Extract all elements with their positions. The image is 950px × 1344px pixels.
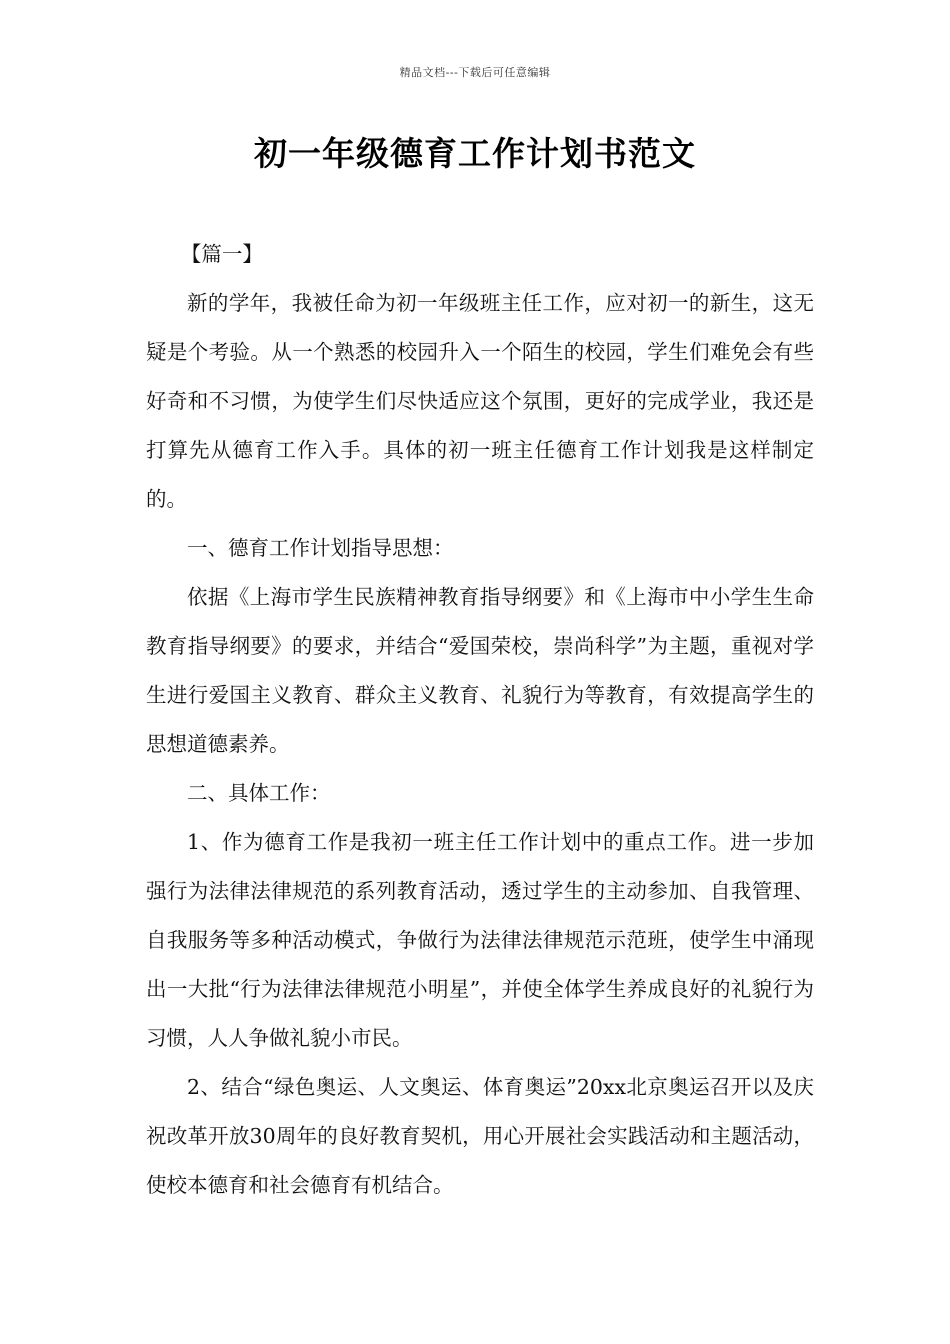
heading-specific-work: 二、具体工作： [187, 781, 331, 805]
document-title: 初一年级德育工作计划书范文 [254, 134, 696, 173]
intro-paragraph: 新的学年，我被任命为初一年级班主任工作，应对初一的新生，这无疑是个考验。从一个熟悉的校园升入一个陌生的校园，学生们难免会有些好奇和不习惯，为使学生们尽快适应这个氛围，更好的完成学业，我还是打算先从德育工作入手。具体的初一班主任德育工作计划我是这样制定的。 [146, 291, 814, 511]
work-item-1: 1、作为德育工作是我初一班主任工作计划中的重点工作。进一步加强行为法律法律规范的系列教育活动，透过学生的主动参加、自我管理、自我服务等多种活动模式，争做行为法律法律规范示范班，使学生中涌现出一大批“行为法律法律规范小明星”，并使全体学生养成良好的礼貌行为习惯，人人争做礼貌小市民。 [146, 830, 814, 1050]
guiding-ideology-paragraph: 依据《上海市学生民族精神教育指导纲要》和《上海市中小学生生命教育指导纲要》的要求，并结合“爱国荣校，崇尚科学”为主题，重视对学生进行爱国主义教育、群众主义教育、礼貌行为等教育，有效提高学生的思想道德素养。 [146, 585, 814, 756]
section-label-part-one: 【篇一】 [180, 242, 263, 266]
header-note: 精品文档---下载后可任意编辑 [399, 66, 551, 79]
heading-guiding-ideology: 一、德育工作计划指导思想： [187, 536, 454, 560]
work-item-2: 2、结合“绿色奥运、人文奥运、体育奥运”20xx北京奥运召开以及庆祝改革开放30周年的良好教育契机，用心开展社会实践活动和主题活动，使校本德育和社会德育有机结合。 [146, 1075, 814, 1197]
document-body [146, 230, 814, 1210]
